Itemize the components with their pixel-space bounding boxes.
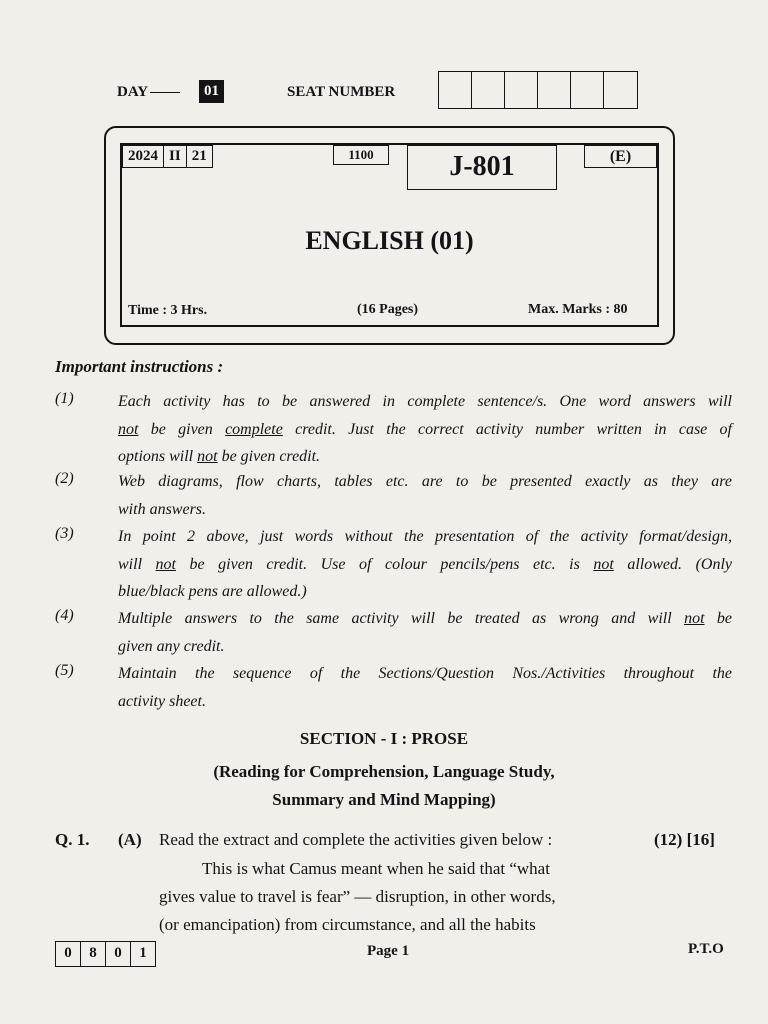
seat-number-box[interactable] bbox=[604, 72, 637, 108]
instruction-segment: blue/black pens are allowed.) bbox=[118, 583, 307, 600]
instruction-line bbox=[118, 468, 732, 496]
seat-number-box[interactable] bbox=[538, 72, 571, 108]
day-label-row bbox=[117, 84, 182, 101]
paper-board-code: 21 bbox=[191, 148, 207, 164]
seat-number-box[interactable] bbox=[472, 72, 505, 108]
seat-number-box[interactable] bbox=[571, 72, 604, 108]
instruction-text bbox=[118, 523, 732, 606]
section-subtitle-line2: Summary and Mind Mapping) bbox=[272, 790, 496, 809]
section-title: SECTION - I : PROSE bbox=[299, 729, 469, 748]
instruction-segment: Maintain the sequence of the Sections/Question Nos./Activities throughout the bbox=[118, 665, 732, 682]
instructions-title: Important instructions : bbox=[55, 357, 224, 376]
instruction-segment: activity sheet. bbox=[118, 692, 206, 710]
footer-code-digit: 1 bbox=[139, 945, 147, 961]
time-allowed: Time : 3 Hrs. bbox=[128, 303, 208, 318]
seat-number-box[interactable] bbox=[439, 72, 472, 108]
instruction-text bbox=[118, 660, 732, 715]
question-part: (A) bbox=[118, 830, 142, 849]
max-marks: Max. Marks : 80 bbox=[528, 302, 628, 317]
instruction-line bbox=[118, 578, 732, 606]
instruction-line bbox=[118, 633, 732, 661]
instruction-number: (3) bbox=[55, 525, 74, 542]
instruction-line bbox=[118, 551, 732, 579]
question-prompt: Read the extract and complete the activities given below : bbox=[159, 830, 553, 849]
instruction-text bbox=[118, 468, 732, 523]
instruction-line bbox=[118, 660, 732, 688]
footer-code-digit: 8 bbox=[81, 942, 106, 966]
paper-code: J-801 bbox=[407, 145, 557, 190]
pto-label: P.T.O bbox=[688, 941, 724, 957]
day-label: DAY bbox=[117, 84, 149, 100]
day-value: 01 bbox=[199, 80, 224, 103]
paper-serial: 1100 bbox=[333, 145, 389, 165]
day-dash bbox=[150, 92, 180, 93]
instruction-text bbox=[118, 605, 732, 660]
seat-number-label: SEAT NUMBER bbox=[287, 84, 396, 100]
instruction-line bbox=[118, 605, 732, 633]
extract-line-2: gives value to travel is fear” — disruption, in other words, bbox=[159, 887, 556, 906]
paper-code-row bbox=[122, 145, 213, 168]
instruction-segment: Each activity has to be answered in complete sentence/s. One word answers will bbox=[118, 393, 732, 410]
instruction-line bbox=[118, 523, 732, 551]
section-subtitle-line1: (Reading for Comprehension, Language Study, bbox=[213, 762, 555, 781]
extract-line-3: (or emancipation) from circumstance, and all the habits bbox=[159, 915, 536, 934]
underlined-word: complete bbox=[225, 420, 283, 438]
subject-title: ENGLISH (01) bbox=[305, 226, 474, 255]
instruction-segment: be given bbox=[138, 420, 226, 438]
instruction-segment: allowed. (Only bbox=[613, 555, 732, 573]
instruction-line bbox=[118, 443, 732, 471]
footer-code-digit: 0 bbox=[56, 942, 81, 966]
underlined-word: not bbox=[155, 555, 176, 573]
instruction-segment: be given credit. bbox=[217, 448, 321, 465]
underlined-word: not bbox=[684, 610, 705, 627]
instruction-segment: Multiple answers to the same activity will be treated as wrong and will bbox=[118, 610, 685, 627]
instruction-number: (4) bbox=[55, 607, 74, 624]
seat-number-boxes[interactable] bbox=[438, 71, 638, 109]
instruction-segment: will bbox=[118, 555, 156, 573]
instruction-segment: given any credit. bbox=[118, 637, 225, 655]
instruction-segment: In point 2 above, just words without the presentation of the activity format/design, bbox=[118, 528, 732, 545]
instruction-number: (5) bbox=[55, 662, 74, 679]
instruction-segment: with answers. bbox=[118, 500, 207, 518]
footer-code-digit: 0 bbox=[106, 942, 131, 966]
instruction-segment: options will bbox=[118, 448, 198, 465]
instruction-segment: be bbox=[704, 610, 733, 627]
instruction-text bbox=[118, 388, 732, 471]
instruction-number: (2) bbox=[55, 470, 74, 487]
extract-line-1: This is what Camus meant when he said that “what bbox=[202, 859, 550, 878]
instruction-segment: be given credit. Use of colour pencils/pens etc. is bbox=[176, 555, 594, 573]
question-number: Q. 1. bbox=[55, 830, 90, 849]
page-number: Page 1 bbox=[367, 943, 410, 959]
instruction-line bbox=[118, 688, 732, 716]
underlined-word: not bbox=[593, 555, 614, 573]
underlined-word: not bbox=[118, 420, 139, 438]
question-marks: (12) [16] bbox=[654, 830, 715, 849]
underlined-word: not bbox=[197, 448, 218, 465]
instruction-segment: credit. Just the correct activity number written in case of bbox=[282, 420, 733, 438]
instruction-segment: Web diagrams, flow charts, tables etc. are to be presented exactly as they are bbox=[118, 473, 732, 490]
paper-year: 2024 bbox=[123, 146, 164, 167]
paper-session: II bbox=[164, 146, 187, 167]
instruction-line bbox=[118, 416, 732, 444]
instruction-line bbox=[118, 496, 732, 524]
paper-medium: (E) bbox=[584, 145, 657, 168]
footer-code bbox=[55, 941, 156, 967]
page-count: (16 Pages) bbox=[357, 302, 419, 317]
seat-number-box[interactable] bbox=[505, 72, 538, 108]
instruction-number: (1) bbox=[55, 390, 74, 407]
instruction-line bbox=[118, 388, 732, 416]
